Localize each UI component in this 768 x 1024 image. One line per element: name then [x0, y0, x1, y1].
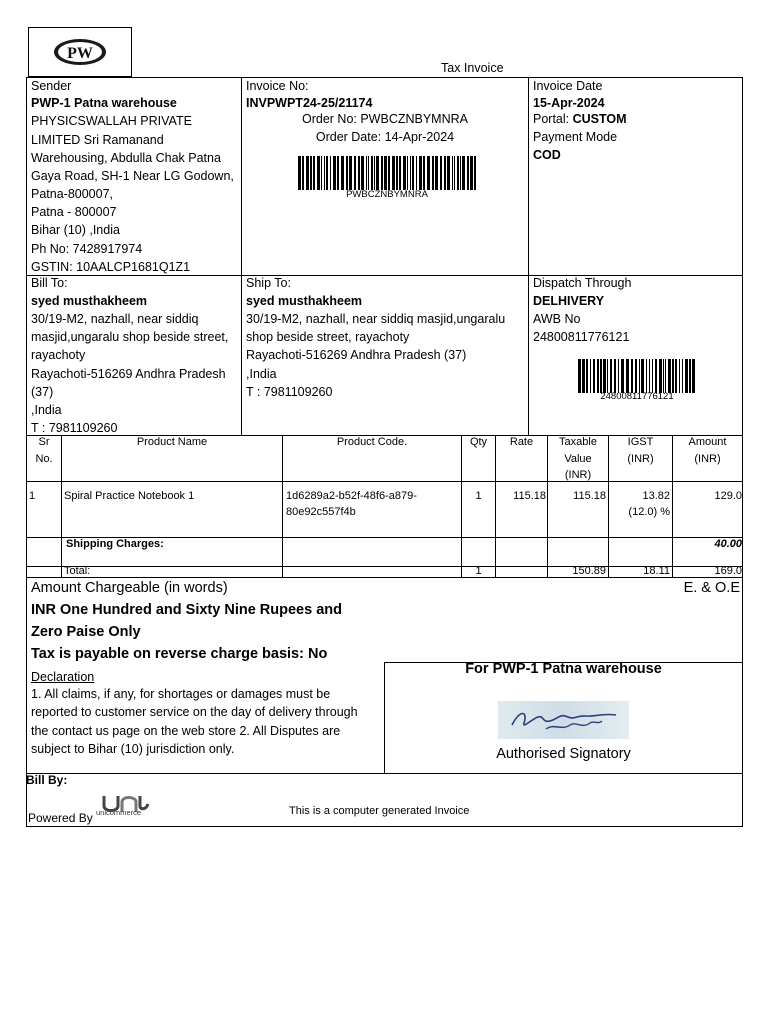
amount-words-line: INR One Hundred and Sixty Nine Rupees and — [31, 602, 342, 618]
barcode-bar — [358, 156, 360, 190]
barcode-bar — [396, 156, 398, 190]
sender-line: PHYSICSWALLAH PRIVATE — [31, 114, 192, 128]
barcode-bar — [333, 156, 336, 190]
ship-to-phone: T : 7981109260 — [246, 385, 333, 399]
signature-icon — [498, 701, 629, 739]
total-qty: 1 — [475, 567, 482, 577]
declaration-line: the contact us page on the web store 2. All Disputes are — [31, 724, 341, 738]
barcode-bar — [621, 359, 624, 393]
sender-line: Patna - 800007 — [31, 205, 117, 219]
barcode-bar — [593, 359, 595, 393]
barcode-bar — [454, 156, 455, 190]
barcode-bar — [381, 156, 383, 190]
doc-title: Tax Invoice — [441, 61, 504, 75]
barcode-bar — [427, 156, 430, 190]
col-header-taxable: (INR) — [564, 469, 592, 481]
barcode-bar — [467, 156, 469, 190]
order-barcode — [298, 156, 478, 190]
bill-to-line: ,India — [31, 403, 62, 417]
bill-to-line: Rayachoti-516269 Andhra Pradesh — [31, 367, 226, 381]
amount-words-label: Amount Chargeable (in words) — [31, 580, 228, 596]
border-top — [26, 77, 743, 78]
ship-to-line: 30/19-M2, nazhall, near siddiq masjid,ungaralu — [246, 312, 506, 326]
barcode-bar — [663, 359, 664, 393]
barcode-bar — [376, 156, 379, 190]
barcode-bar — [324, 156, 325, 190]
barcode-bar — [298, 156, 301, 190]
barcode-bar — [460, 156, 461, 190]
table-col-line — [61, 435, 62, 578]
barcode-bar — [641, 359, 644, 393]
barcode-bar — [597, 359, 599, 393]
barcode-bar — [685, 359, 688, 393]
barcode-bar — [399, 156, 401, 190]
barcode-bar — [582, 359, 585, 393]
barcode-bar — [407, 156, 408, 190]
barcode-bar — [659, 359, 662, 393]
unicommerce-brand: unicommerce — [96, 808, 142, 817]
bill-to-name: syed musthakheem — [31, 294, 148, 308]
col-header-qty: Qty — [469, 436, 488, 448]
ship-to-name: syed musthakheem — [246, 294, 363, 308]
col-header-amount: Amount — [688, 436, 727, 448]
cell-taxable: 115.18 — [573, 490, 606, 502]
col-header-sr: Sr — [38, 436, 50, 448]
awb-value: 24800811776121 — [533, 330, 630, 344]
barcode-bar — [590, 359, 591, 393]
barcode-bar — [321, 156, 322, 190]
sender-name: PWP-1 Patna warehouse — [31, 96, 177, 110]
col-header-igst: (INR) — [627, 453, 654, 465]
ship-to-line: Rayachoti-516269 Andhra Pradesh (37) — [246, 348, 467, 362]
barcode-bar — [366, 156, 367, 190]
barcode-bar — [410, 156, 411, 190]
col-header-amount: (INR) — [694, 453, 721, 465]
barcode-bar — [607, 359, 608, 393]
barcode-bar — [403, 156, 406, 190]
barcode-bar — [586, 359, 588, 393]
amount-words-line: Zero Paise Only — [31, 624, 141, 640]
barcode-bar — [330, 156, 331, 190]
col-header-rate: Rate — [509, 436, 534, 448]
courier-name: DELHIVERY — [533, 294, 605, 308]
barcode-bar — [635, 359, 637, 393]
awb-barcode-text: 24800811776121 — [600, 391, 674, 402]
barcode-bar — [452, 156, 453, 190]
barcode-bar — [432, 156, 434, 190]
barcode-bar — [675, 359, 677, 393]
shipping-label: Shipping Charges: — [66, 538, 164, 550]
barcode-bar — [626, 359, 629, 393]
cell-amount: 129.0 — [714, 490, 742, 502]
barcode-bar — [679, 359, 680, 393]
sender-line: LIMITED Sri Ramanand — [31, 133, 164, 147]
bill-to-line: rayachoty — [31, 348, 86, 362]
sender-gstin: GSTIN: 10AALCP1681Q1Z1 — [31, 260, 191, 274]
declaration-line: reported to customer service on the day of delivery through — [31, 705, 358, 719]
awb-barcode — [578, 359, 696, 393]
barcode-bar — [310, 156, 312, 190]
total-label: Total: — [64, 567, 91, 577]
cell-code: 80e92c557f4b — [286, 506, 356, 518]
col-header-taxable: Value — [564, 453, 592, 465]
sender-line: Patna-800007, — [31, 187, 114, 201]
total-row — [27, 567, 742, 577]
barcode-bar — [368, 156, 369, 190]
computer-generated-note: This is a computer generated Invoice — [289, 805, 470, 817]
barcode-bar — [603, 359, 606, 393]
barcode-bar — [412, 156, 414, 190]
barcode-bar — [384, 156, 387, 190]
barcode-bar — [392, 156, 395, 190]
powered-by-label: Powered By — [28, 811, 93, 825]
ship-to-heading: Ship To: — [246, 276, 291, 290]
barcode-bar — [354, 156, 356, 190]
eoe-label: E. & O.E — [683, 580, 740, 596]
invoice-date-label: Invoice Date — [533, 79, 603, 93]
cell-igst: 13.82 — [642, 490, 670, 502]
barcode-bar — [610, 359, 612, 393]
barcode-bar — [416, 156, 417, 190]
divider — [26, 773, 743, 774]
barcode-bar — [639, 359, 640, 393]
payment-mode-value: COD — [533, 148, 561, 162]
awb-label: AWB No — [533, 312, 581, 326]
sender-line: Warehousing, Abdulla Chak Patna — [31, 151, 221, 165]
barcode-bar — [600, 359, 602, 393]
invoice-no-value: INVPWPT24-25/21174 — [246, 96, 373, 110]
barcode-bar — [419, 156, 422, 190]
barcode-bar — [652, 359, 653, 393]
invoice-date-value: 15-Apr-2024 — [533, 96, 605, 110]
barcode-bar — [649, 359, 650, 393]
sender-heading: Sender — [31, 79, 72, 93]
declaration-heading: Declaration — [31, 670, 95, 684]
unicommerce-logo — [96, 792, 156, 824]
barcode-bar — [337, 156, 339, 190]
barcode-bar — [682, 359, 683, 393]
col-header-igst: IGST — [627, 436, 654, 448]
total-amount: 169.0 — [714, 567, 742, 577]
barcode-bar — [457, 156, 459, 190]
barcode-bar — [306, 156, 309, 190]
cell-product: Spiral Practice Notebook 1 — [64, 490, 195, 502]
bill-to-line: (37) — [31, 385, 54, 399]
divider — [528, 77, 529, 435]
table-col-line — [461, 435, 462, 578]
sender-line: Bihar (10) ,India — [31, 223, 120, 237]
logo-box — [28, 27, 132, 77]
cell-code: 1d6289a2-b52f-48f6-a879- — [286, 490, 417, 502]
bill-to-line: 30/19-M2, nazhall, near siddiq — [31, 312, 199, 326]
col-header-taxable: Taxable — [559, 436, 597, 448]
border-right — [742, 77, 743, 827]
barcode-bar — [435, 156, 438, 190]
barcode-bar — [349, 156, 352, 190]
cell-igst-rate: (12.0) % — [628, 506, 670, 518]
authorised-signatory: Authorised Signatory — [496, 746, 631, 762]
order-date: Order Date: 14-Apr-2024 — [315, 130, 455, 144]
cell-sr: 1 — [29, 490, 36, 502]
table-col-line — [282, 435, 283, 578]
barcode-bar — [618, 359, 619, 393]
logo-text: PW — [67, 45, 93, 62]
barcode-bar — [361, 156, 364, 190]
sender-line: Gaya Road, SH-1 Near LG Godown, — [31, 169, 234, 183]
bill-to-phone: T : 7981109260 — [31, 421, 118, 435]
barcode-bar — [462, 156, 465, 190]
reverse-charge: Tax is payable on reverse charge basis: No — [31, 646, 328, 662]
cell-qty: 1 — [475, 490, 482, 502]
barcode-bar — [371, 156, 373, 190]
dispatch-heading: Dispatch Through — [533, 276, 632, 290]
barcode-bar — [470, 156, 473, 190]
cell-rate: 115.18 — [513, 490, 546, 502]
sender-phone: Ph No: 7428917974 — [31, 242, 143, 256]
barcode-bar — [374, 156, 375, 190]
bill-to-line: masjid,ungaralu shop beside street, — [31, 330, 229, 344]
col-header-product: Product Name — [136, 436, 208, 448]
barcode-bar — [578, 359, 581, 393]
barcode-bar — [326, 156, 328, 190]
total-igst: 18.11 — [643, 567, 670, 577]
table-row-line — [26, 577, 743, 578]
border-bottom — [26, 826, 743, 827]
col-header-sr: No. — [35, 453, 53, 465]
barcode-bar — [346, 156, 348, 190]
bill-to-heading: Bill To: — [31, 276, 68, 290]
barcode-bar — [692, 359, 695, 393]
ship-to-line: ,India — [246, 367, 277, 381]
table-col-line — [495, 435, 496, 578]
signature-image — [498, 701, 629, 739]
barcode-bar — [440, 156, 442, 190]
portal — [533, 110, 627, 128]
declaration-line: 1. All claims, if any, for shortages or damages must be — [31, 687, 331, 701]
barcode-bar — [423, 156, 425, 190]
order-no: Order No: PWBCZNBYMNRA — [302, 112, 468, 126]
barcode-bar — [614, 359, 616, 393]
barcode-bar — [665, 359, 666, 393]
barcode-bar — [474, 156, 476, 190]
portal-label: Portal: — [533, 112, 573, 126]
barcode-bar — [631, 359, 633, 393]
barcode-bar — [655, 359, 657, 393]
barcode-bar — [668, 359, 671, 393]
barcode-bar — [302, 156, 304, 190]
barcode-bar — [444, 156, 446, 190]
barcode-bar — [317, 156, 320, 190]
col-header-code: Product Code. — [336, 436, 408, 448]
pw-logo-icon — [29, 28, 131, 76]
table-row-line — [26, 481, 743, 482]
barcode-bar — [672, 359, 674, 393]
portal-value: CUSTOM — [572, 112, 627, 126]
total-taxable: 150.89 — [572, 567, 606, 577]
shipping-amount: 40.00 — [714, 538, 742, 550]
order-barcode-text: PWBCZNBYMNRA — [346, 189, 428, 200]
ship-to-line: shop beside street, rayachoty — [246, 330, 410, 344]
barcode-bar — [388, 156, 390, 190]
barcode-bar — [313, 156, 315, 190]
payment-mode-label: Payment Mode — [533, 130, 618, 144]
barcode-bar — [447, 156, 450, 190]
barcode-bar — [341, 156, 344, 190]
barcode-bar — [689, 359, 691, 393]
for-company-label: For PWP-1 Patna warehouse — [465, 661, 662, 677]
declaration-line: subject to Bihar (10) jurisdiction only. — [31, 742, 235, 756]
invoice-no-label: Invoice No: — [246, 79, 309, 93]
barcode-bar — [646, 359, 647, 393]
bill-by-label: Bill By: — [26, 773, 68, 787]
